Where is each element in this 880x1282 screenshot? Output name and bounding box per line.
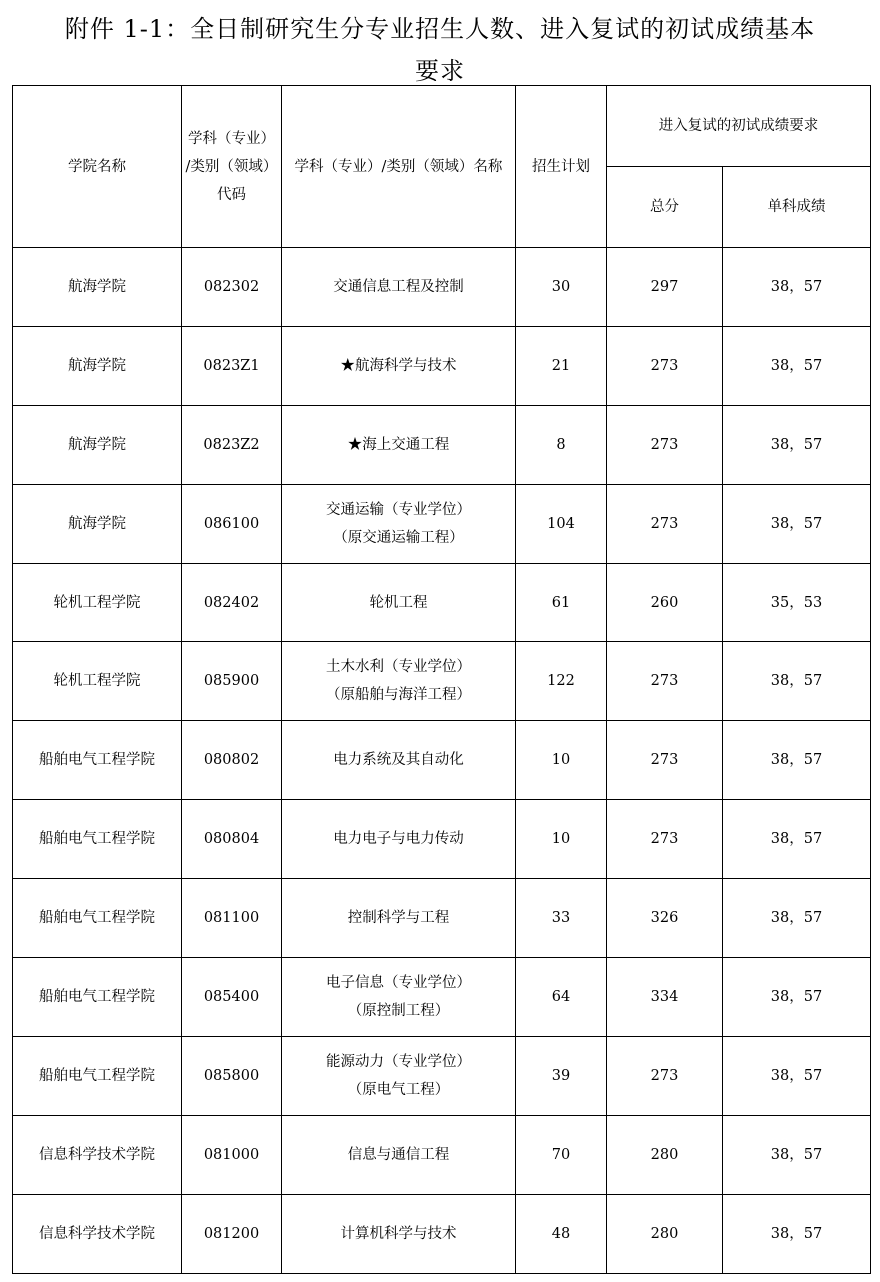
single-score-cell: 38，57 (723, 484, 871, 563)
college-cell: 船舶电气工程学院 (13, 879, 182, 958)
plan-cell: 33 (516, 879, 607, 958)
college-cell: 轮机工程学院 (13, 563, 182, 642)
table-row (13, 1036, 871, 1115)
college-cell: 船舶电气工程学院 (13, 721, 182, 800)
plan-cell: 8 (516, 405, 607, 484)
plan-cell: 61 (516, 563, 607, 642)
total-score-cell: 334 (607, 958, 723, 1037)
college-cell: 船舶电气工程学院 (13, 1036, 182, 1115)
total-score-cell: 273 (607, 642, 723, 721)
college-cell: 轮机工程学院 (13, 642, 182, 721)
code-cell: 081000 (182, 1115, 282, 1194)
major-name-line-2: （原控制工程） (347, 1002, 450, 1019)
single-score-cell: 38，57 (723, 879, 871, 958)
table-row (13, 721, 871, 800)
single-score-cell: 38，57 (723, 248, 871, 327)
plan-cell: 104 (516, 484, 607, 563)
single-score-cell: 38，57 (723, 958, 871, 1037)
header-single-score: 单科成绩 (723, 167, 871, 248)
total-score-cell: 297 (607, 248, 723, 327)
table-body (13, 248, 871, 1274)
college-cell: 船舶电气工程学院 (13, 958, 182, 1037)
major-name-line-2: （原电气工程） (347, 1081, 450, 1098)
code-cell: 081200 (182, 1194, 282, 1273)
single-score-cell: 38，57 (723, 1115, 871, 1194)
header-code-line-3: 代码 (217, 186, 246, 203)
total-score-cell: 273 (607, 1036, 723, 1115)
single-score-cell: 38，57 (723, 1036, 871, 1115)
plan-cell: 70 (516, 1115, 607, 1194)
major-cell (282, 563, 516, 642)
major-name-line-1: 计算机科学与技术 (340, 1225, 457, 1242)
total-score-cell: 273 (607, 326, 723, 405)
major-name-line-2: （原船舶与海洋工程） (326, 687, 471, 704)
major-name-line-1: ★航海科学与技术 (340, 357, 457, 374)
major-name-line-1: 电子信息（专业学位） (326, 974, 471, 991)
code-cell: 086100 (182, 484, 282, 563)
code-cell: 082302 (182, 248, 282, 327)
major-cell (282, 1036, 516, 1115)
single-score-cell: 35，53 (723, 563, 871, 642)
table-row (13, 484, 871, 563)
code-cell: 085400 (182, 958, 282, 1037)
single-score-cell: 38，57 (723, 721, 871, 800)
major-name-line-1: 交通运输（专业学位） (326, 501, 471, 518)
college-cell: 信息科学技术学院 (13, 1115, 182, 1194)
title-line-1: 附件 1-1：全日制研究生分专业招生人数、进入复试的初试成绩基本 (64, 15, 816, 43)
single-score-cell: 38，57 (723, 642, 871, 721)
code-cell: 080804 (182, 800, 282, 879)
total-score-cell: 260 (607, 563, 723, 642)
header-college: 学院名称 (13, 86, 182, 248)
major-name-line-1: 电力电子与电力传动 (333, 831, 464, 848)
plan-cell: 21 (516, 326, 607, 405)
code-cell: 0823Z2 (182, 405, 282, 484)
major-name-line-1: 交通信息工程及控制 (333, 278, 464, 295)
total-score-cell: 326 (607, 879, 723, 958)
header-plan: 招生计划 (516, 86, 607, 248)
table-row (13, 248, 871, 327)
major-name-line-2: （原交通运输工程） (333, 529, 464, 546)
major-cell (282, 800, 516, 879)
table-row (13, 405, 871, 484)
table-row (13, 1194, 871, 1273)
code-cell: 0823Z1 (182, 326, 282, 405)
code-cell: 081100 (182, 879, 282, 958)
header-code-line-1: 学科（专业） (188, 130, 275, 147)
document-title (0, 8, 880, 92)
header-major: 学科（专业）/类别（领域）名称 (282, 86, 516, 248)
table-row (13, 958, 871, 1037)
table-row (13, 563, 871, 642)
single-score-cell: 38，57 (723, 800, 871, 879)
college-cell: 航海学院 (13, 405, 182, 484)
major-cell (282, 484, 516, 563)
admission-table (12, 85, 871, 1274)
major-cell (282, 642, 516, 721)
major-name-line-1: 电力系统及其自动化 (333, 752, 464, 769)
total-score-cell: 273 (607, 721, 723, 800)
plan-cell: 122 (516, 642, 607, 721)
plan-cell: 10 (516, 800, 607, 879)
major-name-line-1: 能源动力（专业学位） (326, 1053, 471, 1070)
major-name-line-1: 土木水利（专业学位） (326, 659, 471, 676)
total-score-cell: 280 (607, 1194, 723, 1273)
plan-cell: 64 (516, 958, 607, 1037)
title-line-2: 要求 (415, 57, 465, 85)
total-score-cell: 273 (607, 405, 723, 484)
major-cell (282, 721, 516, 800)
plan-cell: 39 (516, 1036, 607, 1115)
college-cell: 航海学院 (13, 484, 182, 563)
code-cell: 080802 (182, 721, 282, 800)
header-total-score: 总分 (607, 167, 723, 248)
major-name-line-1: 信息与通信工程 (347, 1146, 450, 1163)
header-requirements: 进入复试的初试成绩要求 (607, 86, 871, 167)
single-score-cell: 38，57 (723, 1194, 871, 1273)
plan-cell: 48 (516, 1194, 607, 1273)
header-code-line-2: /类别（领域） (185, 158, 278, 175)
table-row (13, 326, 871, 405)
single-score-cell: 38，57 (723, 405, 871, 484)
major-cell (282, 405, 516, 484)
table-row (13, 879, 871, 958)
major-name-line-1: ★海上交通工程 (347, 436, 450, 453)
major-cell (282, 326, 516, 405)
major-cell (282, 879, 516, 958)
single-score-cell: 38，57 (723, 326, 871, 405)
major-cell (282, 1115, 516, 1194)
total-score-cell: 273 (607, 800, 723, 879)
plan-cell: 30 (516, 248, 607, 327)
major-name-line-1: 轮机工程 (369, 594, 428, 611)
major-name-line-1: 控制科学与工程 (347, 910, 450, 927)
major-cell (282, 1194, 516, 1273)
code-cell: 082402 (182, 563, 282, 642)
code-cell: 085900 (182, 642, 282, 721)
table-row (13, 1115, 871, 1194)
table-row (13, 642, 871, 721)
college-cell: 航海学院 (13, 326, 182, 405)
header-code (182, 86, 282, 248)
college-cell: 信息科学技术学院 (13, 1194, 182, 1273)
code-cell: 085800 (182, 1036, 282, 1115)
major-cell (282, 248, 516, 327)
total-score-cell: 273 (607, 484, 723, 563)
college-cell: 航海学院 (13, 248, 182, 327)
table-row (13, 800, 871, 879)
college-cell: 船舶电气工程学院 (13, 800, 182, 879)
major-cell (282, 958, 516, 1037)
plan-cell: 10 (516, 721, 607, 800)
total-score-cell: 280 (607, 1115, 723, 1194)
